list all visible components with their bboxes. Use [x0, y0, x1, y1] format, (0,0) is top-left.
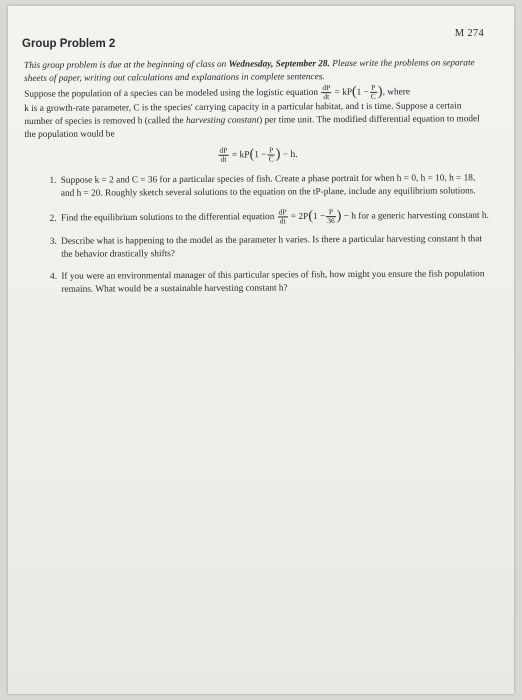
- page-title: Group Problem 2: [22, 38, 116, 50]
- fraction-dpdt: $\frac{dP}{dt}$: [322, 83, 331, 102]
- due-date: Wednesday, September 28.: [228, 59, 330, 70]
- intro-text: This group problem is due at the beginning of class on: [24, 59, 229, 71]
- model-text: , where: [382, 87, 410, 98]
- problem-item-4: 4. If you were an environmental manager of this particular species of fish, how might you ensure the fish population remains. What would be a sustainable harvesting constant h?: [59, 268, 491, 297]
- problem-body: [24, 57, 491, 306]
- display-equation: $\frac{dP}{dt}$ = kP(1 − $\frac{P}{C}$ ) − h.: [219, 145, 298, 164]
- problem-list: [25, 172, 492, 297]
- intro-paragraph: [24, 57, 490, 86]
- equation-part: 1 −: [356, 87, 369, 98]
- model-paragraph: Suppose the population of a species can be modeled using the logistic equation $\frac{dP}{dt}$ = kP(1 − $\frac{P}{C}$ ), where k is a growth-rate parameter, C is the species' carrying capacity in a particular habitat, and t is time. Suppose a certain number of species is removed h (called the harvesting constant) per time unit. The modified differential equation to model the population would be: [24, 82, 480, 140]
- problem-item-2: 2. Find the equilibrium solutions to the differential equation $\frac{dP}{dt}$ = 2P(1 − $\frac{P}{36}$ ) − h for a generic harvesting constant h.: [59, 207, 491, 227]
- model-text: ) per time unit. The modified differential equation to model the population would be: [24, 114, 480, 140]
- harvesting-constant-term: harvesting constant: [185, 115, 260, 127]
- course-code: M 274: [454, 28, 484, 39]
- model-text: k is a growth-rate parameter, C is the species' carrying capacity in a particular habitat, and t is time. Suppose a certain number of species is removed h (called the: [24, 101, 462, 127]
- equation-part: = kP: [332, 87, 353, 98]
- intro-text-2: Please write the problems on separate sheets of paper, writing out calculations and explanations in complete sentences.: [24, 58, 475, 84]
- problem-item-1: 1. Suppose k = 2 and C = 36 for a particular species of fish. Create a phase portrait for when h = 0, h = 10, h = 18, and h = 20. Roughly sketch several solutions to the equation on the tP-plane, include any equilibrium solutions.: [59, 172, 491, 201]
- fraction-pc: $\frac{P}{C}$: [370, 82, 376, 101]
- model-text: Suppose the population of a species can be modeled using the logistic equation: [24, 87, 321, 100]
- worksheet-page: [8, 6, 514, 694]
- problem-item-3: 3. Describe what is happening to the model as the parameter h varies. Is there a particular harvesting constant h that the behavior drastically shifts?: [59, 233, 491, 262]
